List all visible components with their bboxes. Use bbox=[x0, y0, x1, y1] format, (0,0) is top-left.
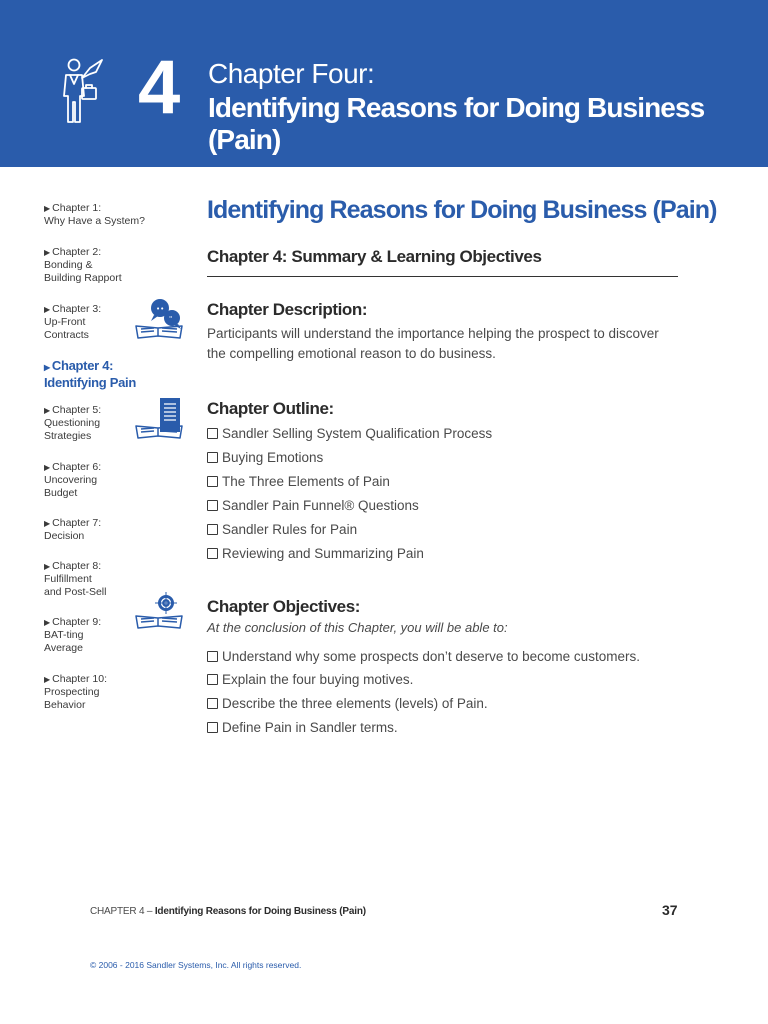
objectives-intro: At the conclusion of this Chapter, you will be able to: bbox=[207, 620, 508, 635]
description-heading: Chapter Description: bbox=[207, 300, 368, 319]
checkbox-icon bbox=[207, 698, 218, 709]
triangle-right-icon: ▶ bbox=[44, 248, 51, 257]
sidebar-item-label: Chapter 7: bbox=[52, 517, 102, 529]
sidebar-item-chapter-9[interactable] bbox=[44, 616, 101, 655]
outline-item: The Three Elements of Pain bbox=[207, 474, 390, 489]
checkbox-icon bbox=[207, 524, 218, 535]
sidebar-item-chapter-5[interactable] bbox=[44, 404, 101, 443]
sidebar-item-label: Chapter 10: bbox=[52, 673, 108, 685]
triangle-right-icon: ▶ bbox=[44, 204, 51, 213]
checkbox-icon bbox=[207, 722, 218, 733]
sidebar-item-sublabel: and Post-Sell bbox=[44, 586, 107, 598]
sidebar-item-sublabel: Why Have a System? bbox=[44, 215, 145, 227]
sidebar-item-sublabel: Strategies bbox=[44, 430, 92, 442]
chapter-header bbox=[0, 0, 768, 167]
sidebar-item-label: Chapter 2: bbox=[52, 246, 102, 258]
chapter-kicker: Chapter Four: bbox=[208, 58, 375, 89]
outline-item: Reviewing and Summarizing Pain bbox=[207, 546, 424, 561]
sidebar-item-sublabel: BAT-ting bbox=[44, 629, 84, 641]
sidebar-item-chapter-7[interactable] bbox=[44, 517, 101, 543]
book-document-icon bbox=[134, 396, 184, 440]
sidebar-item-label: Chapter 8: bbox=[52, 560, 102, 572]
sidebar-item-sublabel: Fulfillment bbox=[44, 573, 92, 585]
sidebar-item-sublabel: Bonding & bbox=[44, 259, 93, 271]
objective-item: Describe the three elements (levels) of Pain. bbox=[207, 696, 488, 711]
page-title: Identifying Reasons for Doing Business (Pain) bbox=[207, 196, 717, 224]
svg-text:••: •• bbox=[156, 305, 165, 313]
triangle-right-icon: ▶ bbox=[44, 618, 51, 627]
sidebar-item-label: Chapter 6: bbox=[52, 461, 102, 473]
outline-item: Buying Emotions bbox=[207, 450, 323, 465]
sidebar-item-chapter-4[interactable] bbox=[44, 358, 136, 390]
copyright-notice: © 2006 - 2016 Sandler Systems, Inc. All rights reserved. bbox=[90, 960, 302, 970]
triangle-right-icon: ▶ bbox=[44, 363, 50, 372]
sidebar-item-chapter-6[interactable] bbox=[44, 461, 101, 500]
checkbox-icon bbox=[207, 674, 218, 685]
chapter-number: 4 bbox=[138, 45, 181, 130]
sidebar-item-label: Chapter 3: bbox=[52, 303, 102, 315]
sidebar-item-sublabel: Prospecting bbox=[44, 686, 100, 698]
book-target-icon bbox=[134, 592, 184, 630]
sidebar-item-sublabel: Average bbox=[44, 642, 83, 654]
sidebar-item-label: Chapter 5: bbox=[52, 404, 102, 416]
sidebar-item-chapter-3[interactable] bbox=[44, 303, 101, 342]
businessman-icon bbox=[60, 56, 106, 124]
sidebar-item-chapter-2[interactable] bbox=[44, 246, 122, 285]
objective-item: Understand why some prospects don’t deserve to become customers. bbox=[207, 649, 640, 664]
sidebar-item-sublabel: Building Rapport bbox=[44, 272, 122, 284]
running-footer bbox=[90, 906, 366, 917]
checkbox-icon bbox=[207, 476, 218, 487]
sidebar-item-sublabel: Contracts bbox=[44, 329, 89, 341]
sidebar-item-sublabel: Budget bbox=[44, 487, 78, 499]
sidebar-item-label: Chapter 9: bbox=[52, 616, 102, 628]
chapter-title: Identifying Reasons for Doing Business (Pain) bbox=[208, 92, 705, 155]
sidebar-item-sublabel: Identifying Pain bbox=[44, 375, 136, 390]
objective-item: Define Pain in Sandler terms. bbox=[207, 720, 398, 735]
page-number: 37 bbox=[662, 902, 678, 918]
sidebar-item-label: Chapter 1: bbox=[52, 202, 102, 214]
sidebar-item-chapter-1[interactable] bbox=[44, 202, 145, 228]
summary-heading: Chapter 4: Summary & Learning Objectives bbox=[207, 247, 542, 266]
outline-heading: Chapter Outline: bbox=[207, 399, 334, 418]
outline-item: Sandler Pain Funnel® Questions bbox=[207, 498, 419, 513]
svg-text:": " bbox=[169, 315, 173, 323]
book-speech-bubbles-icon bbox=[134, 296, 184, 340]
checkbox-icon bbox=[207, 651, 218, 662]
sidebar-item-sublabel: Uncovering bbox=[44, 474, 98, 486]
checkbox-icon bbox=[207, 428, 218, 439]
sidebar-item-sublabel: Questioning bbox=[44, 417, 101, 429]
sidebar-item-sublabel: Behavior bbox=[44, 699, 86, 711]
outline-item: Sandler Selling System Qualification Process bbox=[207, 426, 492, 441]
triangle-right-icon: ▶ bbox=[44, 519, 51, 528]
sidebar-item-label: Chapter 4: bbox=[51, 358, 114, 373]
sidebar-item-chapter-8[interactable] bbox=[44, 560, 106, 599]
triangle-right-icon: ▶ bbox=[44, 305, 51, 314]
footer-chapter-prefix: CHAPTER 4 – bbox=[90, 906, 155, 917]
sidebar-item-chapter-10[interactable] bbox=[44, 673, 107, 712]
objectives-heading: Chapter Objectives: bbox=[207, 597, 361, 616]
objective-item: Explain the four buying motives. bbox=[207, 672, 413, 687]
heading-divider bbox=[207, 276, 678, 277]
footer-chapter-title: Identifying Reasons for Doing Business (Pain) bbox=[154, 906, 366, 917]
sidebar-item-sublabel: Up-Front bbox=[44, 316, 86, 328]
checkbox-icon bbox=[207, 548, 218, 559]
triangle-right-icon: ▶ bbox=[44, 463, 51, 472]
triangle-right-icon: ▶ bbox=[44, 562, 51, 571]
checkbox-icon bbox=[207, 452, 218, 463]
sidebar-item-sublabel: Decision bbox=[44, 530, 85, 542]
outline-item: Sandler Rules for Pain bbox=[207, 522, 357, 537]
description-text: Participants will understand the importance helping the prospect to discover the compelling emotional reason to do business. bbox=[207, 326, 659, 361]
triangle-right-icon: ▶ bbox=[44, 675, 51, 684]
triangle-right-icon: ▶ bbox=[44, 406, 51, 415]
checkbox-icon bbox=[207, 500, 218, 511]
